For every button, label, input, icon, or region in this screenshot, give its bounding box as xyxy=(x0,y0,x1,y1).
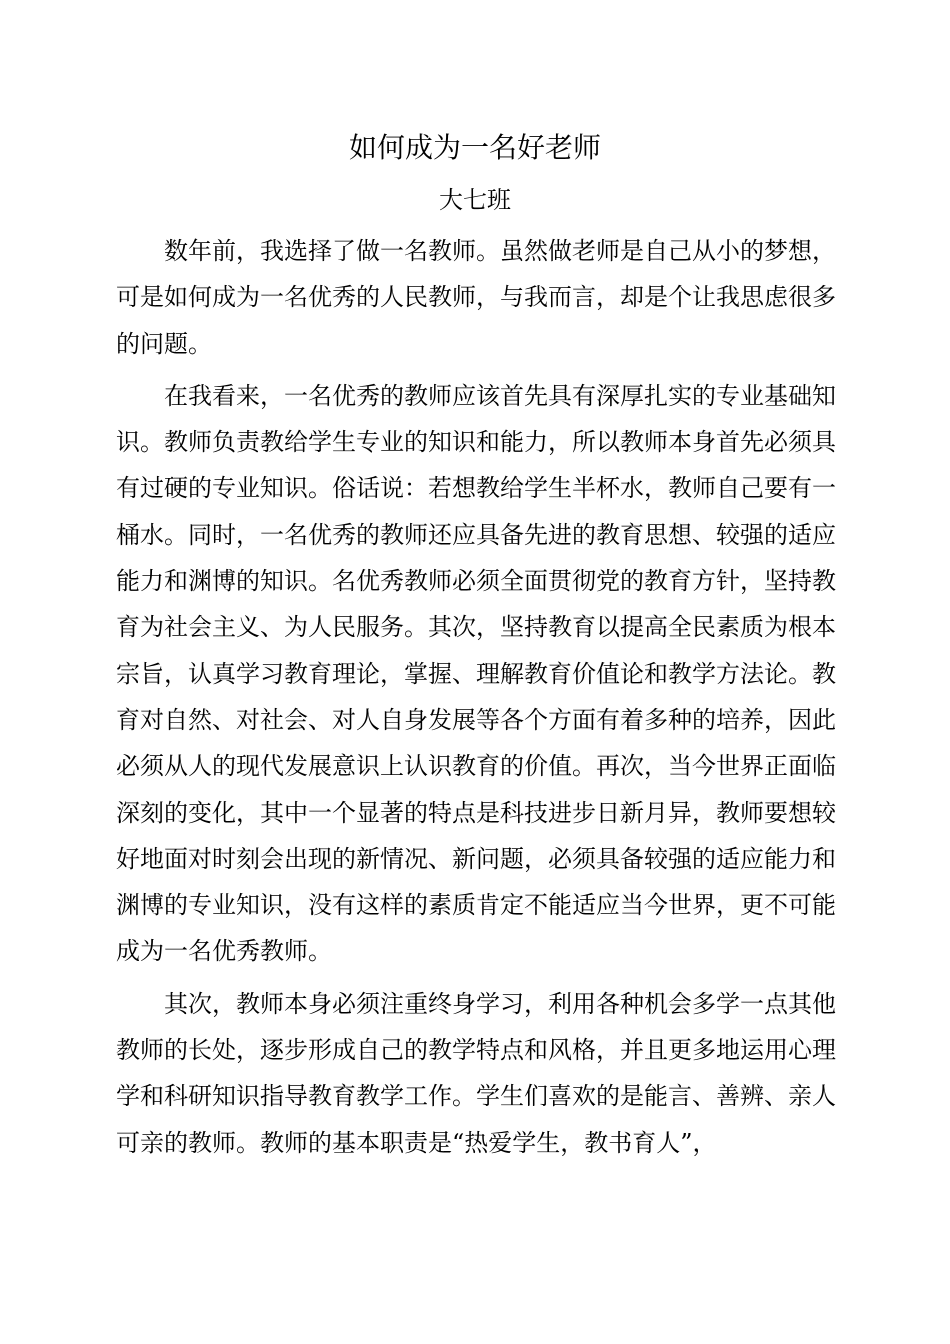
paragraph: 数年前，我选择了做一名教师。虽然做老师是自己从小的梦想，可是如何成为一名优秀的人民教师，与我而言，却是个让我思虑很多的问题。 xyxy=(116,237,836,358)
paragraph: 其次，教师本身必须注重终身学习，利用各种机会多学一点其他教师的长处，逐步形成自己的教学特点和风格，并且更多地运用心理学和科研知识指导教育教学工作。学生们喜欢的是能言、善辨、亲人可亲的教师。教师的基本职责是“热爱学生，教书育人”， xyxy=(116,989,836,1157)
paragraph: 在我看来，一名优秀的教师应该首先具有深厚扎实的专业基础知识。教师负责教给学生专业的知识和能力，所以教师本身首先必须具有过硬的专业知识。俗话说：若想教给学生半杯水，教师自己要有一桶水。同时，一名优秀的教师还应具备先进的教育思想、较强的适应能力和渊博的知识。名优秀教师必须全面贯彻党的教育方针，坚持教育为社会主义、为人民服务。其次，坚持教育以提高全民素质为根本宗旨，认真学习教育理论，掌握、理解教育价值论和教学方法论。教育对自然、对社会、对人自身发展等各个方面有着多种的培养，因此必须从人的现代发展意识上认识教育的价值。再次，当今世界正面临深刻的变化，其中一个显著的特点是科技进步日新月异，教师要想较好地面对时刻会出现的新情况、新问题，必须具备较强的适应能力和渊博的专业知识，没有这样的素质肯定不能适应当今世界，更不可能成为一名优秀教师。 xyxy=(116,381,836,966)
document-title: 如何成为一名好老师 xyxy=(348,131,601,164)
document-body xyxy=(116,228,836,1172)
document-author: 大七班 xyxy=(439,186,511,214)
